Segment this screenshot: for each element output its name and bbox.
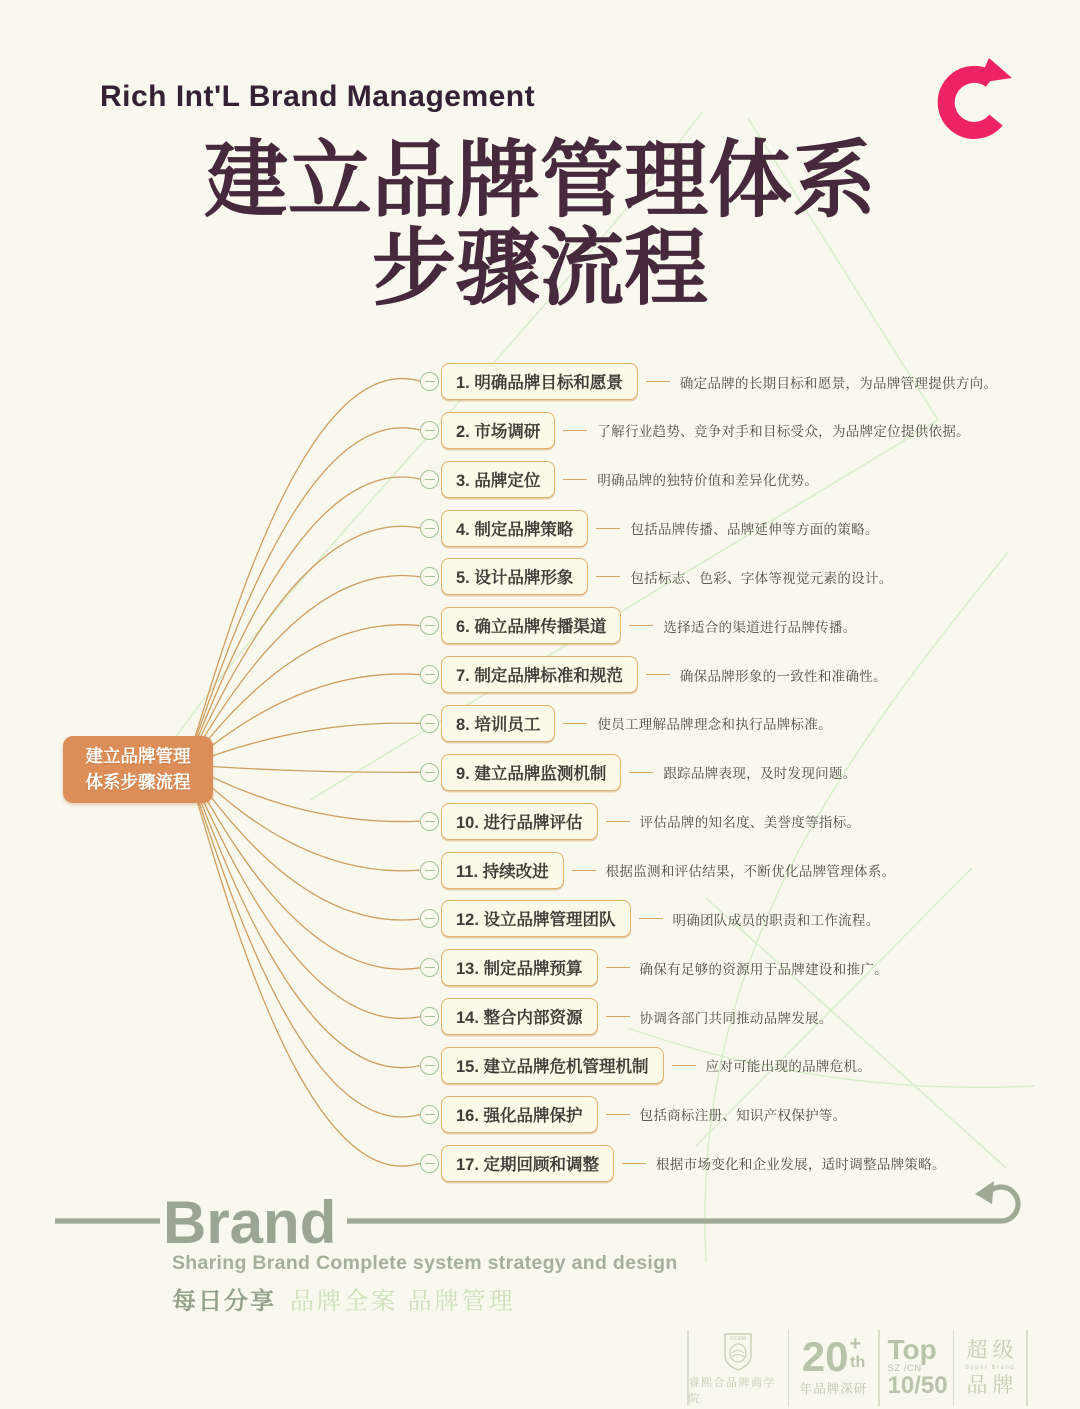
mindmap-branch <box>186 526 421 765</box>
collapse-icon[interactable] <box>420 567 439 586</box>
mindmap-branch <box>186 674 421 765</box>
step-description: 确保品牌形象的一致性和准确性。 <box>679 668 887 684</box>
step-description: 包括标志、色彩、字体等视觉元素的设计。 <box>630 570 893 586</box>
collapse-icon[interactable] <box>420 861 439 880</box>
minus-glyph <box>425 1065 435 1066</box>
step-description: 包括品牌传播、品牌延伸等方面的策略。 <box>630 522 879 538</box>
years-suffix: th <box>850 1353 866 1371</box>
page-title-line1: 建立品牌管理体系 <box>203 133 876 227</box>
node-tail-line <box>596 528 620 529</box>
minus-glyph <box>425 576 435 577</box>
minus-glyph <box>425 625 435 626</box>
step-node[interactable]: 1. 明确品牌目标和愿景 <box>441 363 638 400</box>
collapse-icon[interactable] <box>420 1105 439 1124</box>
mindmap-row <box>420 414 970 447</box>
mindmap-branch <box>186 428 421 765</box>
school-name: 睿熙合品牌商学院 <box>688 1376 776 1405</box>
step-node[interactable]: 10. 进行品牌评估 <box>441 803 598 840</box>
minus-glyph <box>425 918 435 919</box>
footer-brand-word: Brand <box>163 1189 337 1256</box>
loop-arrowhead <box>975 1181 994 1204</box>
mindmap-row <box>420 902 880 935</box>
badge-brand-school <box>689 1330 788 1406</box>
minus-glyph <box>425 870 435 871</box>
node-tail-line <box>622 1163 646 1164</box>
step-node[interactable]: 9. 建立品牌监测机制 <box>441 754 621 791</box>
step-node[interactable]: 15. 建立品牌危机管理机制 <box>441 1047 664 1084</box>
collapse-icon[interactable] <box>420 812 439 831</box>
years-number: 20 <box>801 1332 849 1380</box>
footer-tagline: Sharing Brand Complete system strategy and design <box>172 1252 678 1274</box>
super-brand-mid: Super Brand <box>964 1365 1016 1371</box>
mindmap-branch <box>186 765 421 1166</box>
collapse-icon[interactable] <box>420 665 439 684</box>
mindmap-row <box>420 707 832 740</box>
collapse-icon[interactable] <box>420 763 439 782</box>
step-description: 跟踪品牌表现，及时发现问题。 <box>663 766 857 782</box>
collapse-icon[interactable] <box>420 714 439 733</box>
collapse-icon[interactable] <box>420 909 439 928</box>
badge-separator <box>1026 1330 1028 1406</box>
collapse-icon[interactable] <box>420 372 439 391</box>
step-description: 应对可能出现的品牌危机。 <box>705 1059 872 1075</box>
mindmap-branch <box>186 765 421 1068</box>
minus-glyph <box>425 479 435 480</box>
root-label-line2: 体系步骤流程 <box>85 772 191 793</box>
footer-chinese-line <box>172 1281 516 1316</box>
step-node[interactable]: 6. 确立品牌传播渠道 <box>441 607 621 644</box>
mindmap-row <box>420 756 857 789</box>
page-title-line2: 步骤流程 <box>371 221 708 316</box>
mindmap-row <box>420 854 895 887</box>
mindmap-row <box>420 658 887 691</box>
minus-glyph <box>425 430 435 431</box>
mindmap-row <box>420 609 857 642</box>
step-node[interactable]: 3. 品牌定位 <box>441 461 555 498</box>
badge-20-years <box>789 1330 878 1406</box>
rank-word: Top <box>887 1334 937 1365</box>
mindmap-branch <box>186 765 421 871</box>
node-tail-line <box>606 821 630 822</box>
mindmap-row <box>420 951 888 984</box>
mindmap-row <box>420 512 879 545</box>
svg-text:RC&M: RC&M <box>729 1335 747 1342</box>
minus-glyph <box>425 772 435 773</box>
step-description: 根据市场变化和企业发展，适时调整品牌策略。 <box>656 1157 946 1173</box>
mindmap-branch <box>186 477 421 765</box>
node-tail-line <box>672 1065 696 1066</box>
step-description: 根据监测和评估结果，不断优化品牌管理体系。 <box>605 864 896 879</box>
step-node[interactable]: 5. 设计品牌形象 <box>441 558 588 595</box>
node-tail-line <box>639 918 663 919</box>
step-node[interactable]: 17. 定期回顾和调整 <box>441 1145 614 1182</box>
rank-ratio: 10/50 <box>887 1372 948 1400</box>
mindmap-branch <box>186 765 421 1117</box>
minus-glyph <box>425 528 435 529</box>
node-tail-line <box>646 674 670 675</box>
badge-top-rank <box>880 1330 953 1406</box>
node-tail-line <box>629 772 653 773</box>
mindmap-row <box>420 1000 833 1033</box>
school-shield-icon <box>721 1331 755 1371</box>
node-tail-line <box>629 625 653 626</box>
collapse-icon[interactable] <box>420 1154 439 1173</box>
collapse-icon[interactable] <box>420 1056 439 1075</box>
step-node[interactable]: 12. 设立品牌管理团队 <box>441 900 631 937</box>
node-tail-line <box>563 430 587 431</box>
node-tail-line <box>596 576 620 577</box>
collapse-icon[interactable] <box>420 421 439 440</box>
mindmap-branch <box>186 765 421 969</box>
c-arrow-logo <box>936 56 1016 149</box>
mindmap-root-node[interactable] <box>63 736 213 803</box>
step-node[interactable]: 16. 强化品牌保护 <box>441 1096 598 1133</box>
step-node[interactable]: 4. 制定品牌策略 <box>441 510 588 547</box>
mindmap-row <box>420 1098 847 1131</box>
minus-glyph <box>425 723 435 724</box>
mindmap-row <box>420 805 860 838</box>
mindmap-row <box>420 1049 871 1082</box>
collapse-icon[interactable] <box>420 470 439 489</box>
mindmap-row <box>420 560 893 593</box>
root-label-line1: 建立品牌管理 <box>85 746 191 766</box>
collapse-icon[interactable] <box>420 958 439 977</box>
step-description: 使员工理解品牌理念和执行品牌标准。 <box>597 717 832 733</box>
step-node[interactable]: 8. 培训员工 <box>441 705 555 742</box>
badge-super-brand <box>954 1330 1026 1406</box>
mindmap-row <box>420 1147 946 1180</box>
mindmap-branch <box>186 765 421 1018</box>
super-brand-bottom: 品牌 <box>966 1373 1019 1397</box>
step-description: 协调各部门共同推动品牌发展。 <box>639 1010 833 1026</box>
mindmap-branch <box>186 723 421 765</box>
step-description: 明确团队成员的职责和工作流程。 <box>672 912 880 928</box>
mindmap-branch <box>186 765 421 772</box>
step-description: 明确品牌的独特价值和差异化优势。 <box>597 473 819 489</box>
minus-glyph <box>425 967 435 968</box>
node-tail-line <box>563 479 587 480</box>
minus-glyph <box>425 1016 435 1017</box>
step-node[interactable]: 14. 整合内部资源 <box>441 998 598 1035</box>
years-caption: 年品牌深研 <box>799 1382 868 1397</box>
step-description: 确保有足够的资源用于品牌建设和推广。 <box>639 961 888 977</box>
collapse-icon[interactable] <box>420 1007 439 1026</box>
step-description: 了解行业趋势、竞争对手和目标受众，为品牌定位提供依据。 <box>597 424 970 440</box>
step-description: 选择适合的渠道进行品牌传播。 <box>663 619 857 635</box>
step-description: 包括商标注册、知识产权保护等。 <box>639 1108 847 1124</box>
mindmap-branch <box>186 379 421 765</box>
node-tail-line <box>563 723 587 724</box>
minus-glyph <box>425 1114 435 1115</box>
node-tail-line <box>606 1114 630 1115</box>
step-description: 确定品牌的长期目标和愿景，为品牌管理提供方向。 <box>679 375 998 391</box>
page-title <box>0 133 1080 316</box>
step-node[interactable]: 11. 持续改进 <box>441 852 564 889</box>
step-node[interactable]: 13. 制定品牌预算 <box>441 949 598 986</box>
mindmap-row <box>420 463 818 496</box>
rank-region: SZ /CN <box>887 1363 922 1375</box>
collapse-icon[interactable] <box>420 616 439 635</box>
node-tail-line <box>646 381 670 382</box>
footer-cn-light: 品牌全案 品牌管理 <box>290 1288 516 1315</box>
step-description: 评估品牌的知名度、美誉度等指标。 <box>639 815 861 831</box>
collapse-icon[interactable] <box>420 519 439 538</box>
step-node[interactable]: 7. 制定品牌标准和规范 <box>441 656 638 693</box>
footer-cn-bold: 每日分享 <box>172 1288 276 1315</box>
step-node[interactable]: 2. 市场调研 <box>441 412 555 449</box>
node-tail-line <box>606 967 630 968</box>
minus-glyph <box>425 674 435 675</box>
mindmap-branch <box>186 765 421 822</box>
mindmap-row <box>420 365 997 398</box>
minus-glyph <box>425 381 435 382</box>
header-brand-text: Rich Int'L Brand Management <box>100 80 536 113</box>
super-brand-top: 超级 <box>966 1338 1019 1362</box>
minus-glyph <box>425 821 435 822</box>
mindmap-branch <box>186 765 421 920</box>
mindmap-branch <box>186 625 421 765</box>
years-plus: + <box>849 1332 862 1355</box>
node-tail-line <box>572 870 596 871</box>
minus-glyph <box>425 1163 435 1164</box>
credential-badges <box>687 1330 1028 1406</box>
node-tail-line <box>606 1016 630 1017</box>
mindmap-branch <box>186 575 421 765</box>
